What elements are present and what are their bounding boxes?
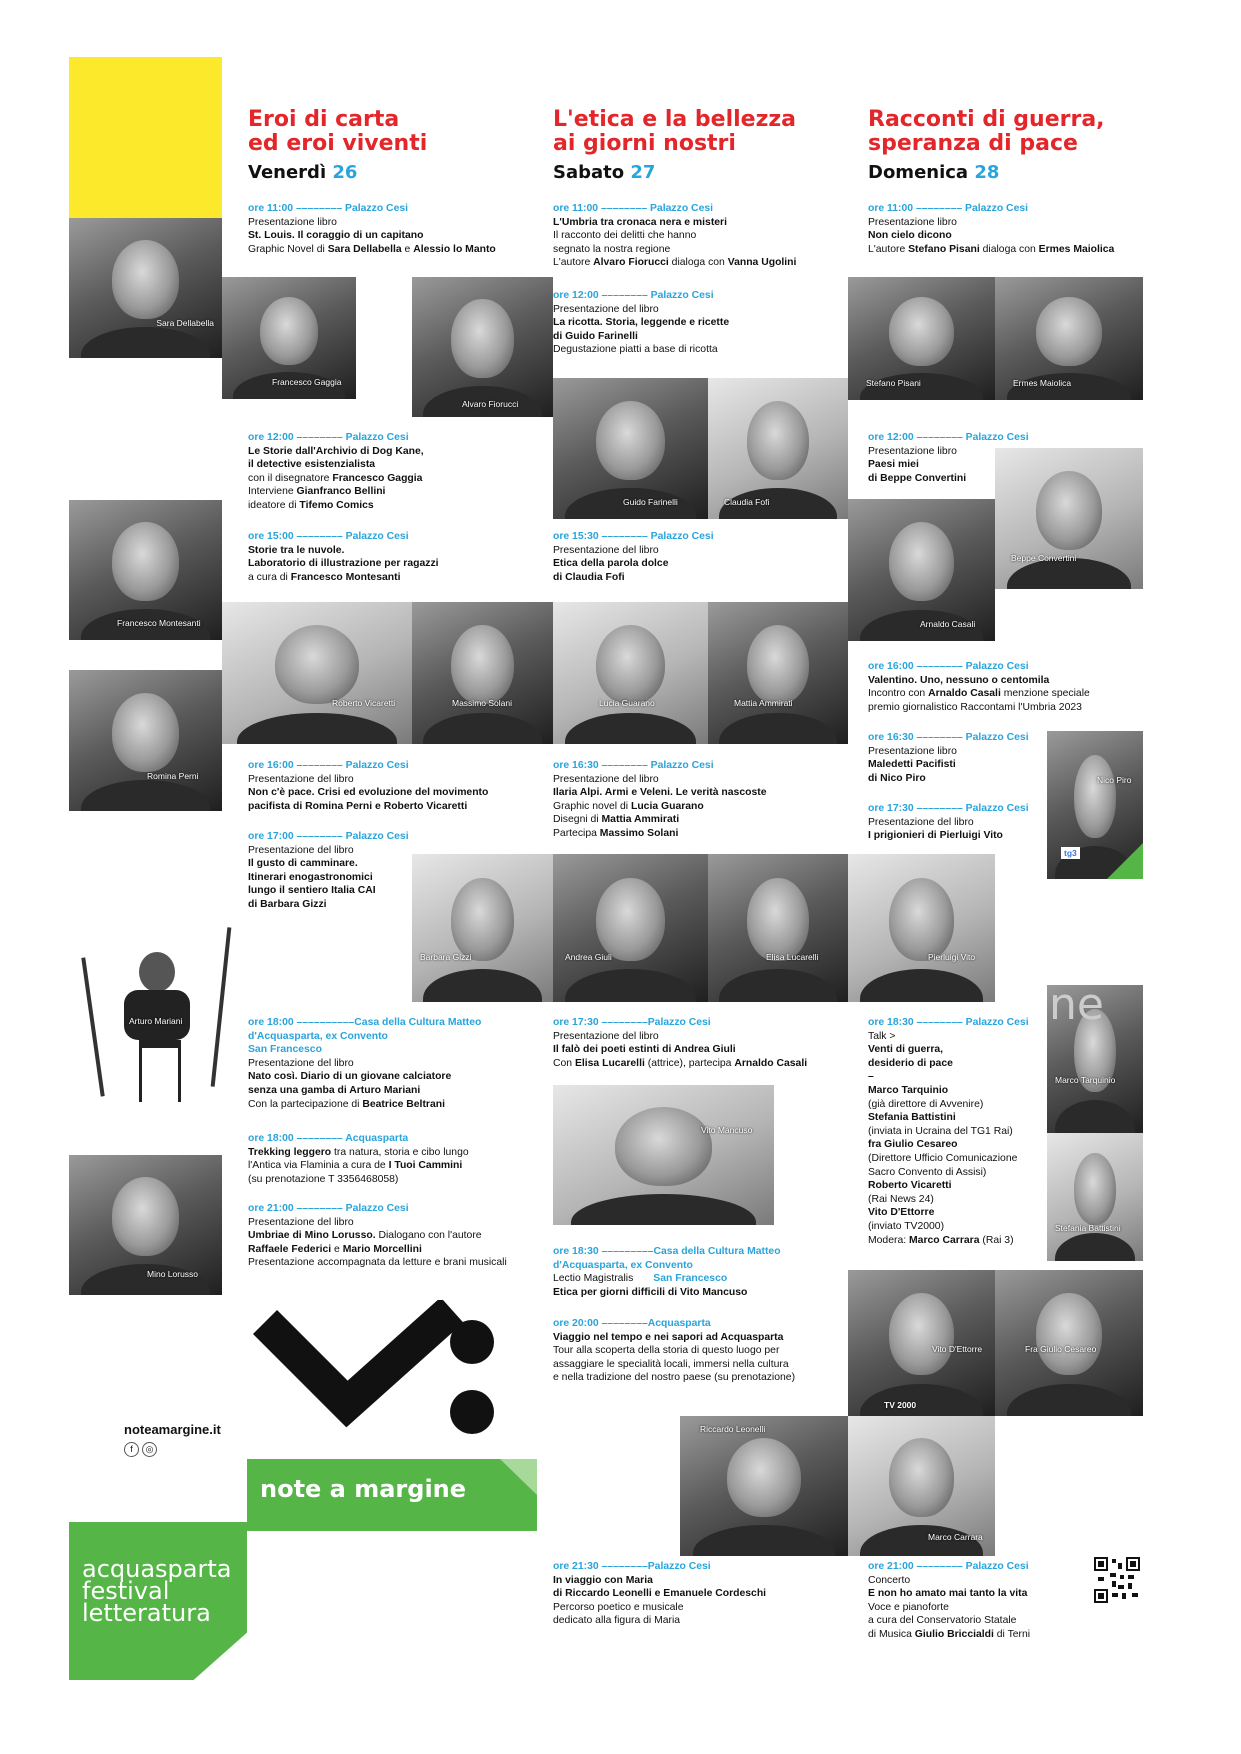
day-number: 28 xyxy=(974,162,1000,183)
speaker-role: (inviata in Ucraina del TG1 Rai) xyxy=(868,1125,1013,1137)
speaker-role: (Rai News 24) xyxy=(868,1193,934,1205)
photo-vito-mancuso: Vito Mancuso xyxy=(553,1085,774,1225)
speaker-name: Stefania Battistini xyxy=(868,1112,956,1124)
event-sun-1830-talk xyxy=(868,1016,1029,1247)
photo-vito-dettorre: Vito D'Ettorre TV 2000 xyxy=(848,1270,995,1416)
event-fri-1500 xyxy=(248,530,439,584)
event-sun-2100 xyxy=(868,1560,1030,1642)
event-title: Il gusto di camminare. xyxy=(248,858,358,870)
event-title: Non cielo dicono xyxy=(868,230,952,242)
event-sun-1100 xyxy=(868,202,1114,256)
event-title: Laboratorio di illustrazione per ragazzi xyxy=(248,558,439,570)
festival-name xyxy=(82,1555,232,1627)
photo-stefania-battistini: Stefania Battistini xyxy=(1047,1133,1143,1261)
event-fri-1700 xyxy=(248,830,409,912)
event-line: Presentazione libro xyxy=(868,216,957,228)
festival-name-line: acquasparta xyxy=(82,1555,232,1583)
event-title: di Claudia Fofi xyxy=(553,571,625,583)
event-line: con il disegnatore Francesco Gaggia xyxy=(248,472,423,484)
event-fri-1100 xyxy=(248,202,496,256)
event-line: Interviene Gianfranco Bellini xyxy=(248,486,386,498)
event-fri-1600 xyxy=(248,759,488,813)
event-time: ore 11:00 –––––––– Palazzo Cesi xyxy=(248,203,409,214)
event-line: Partecipa Massimo Solani xyxy=(553,827,679,839)
social-icons xyxy=(124,1442,157,1457)
photo-mino-lorusso: Mino Lorusso xyxy=(69,1155,222,1295)
speaker-name: Roberto Vicaretti xyxy=(868,1180,952,1192)
event-line: Presentazione libro xyxy=(868,745,957,757)
photo-stefano-pisani: Stefano Pisani xyxy=(848,277,995,400)
speaker-role: (Direttore Ufficio Comunicazione xyxy=(868,1152,1018,1164)
event-line: Presentazione del libro xyxy=(248,1057,354,1069)
speaker-role: (già direttore di Avvenire) xyxy=(868,1098,984,1110)
brand-name: note a margine xyxy=(260,1475,467,1503)
event-line: Presentazione del libro xyxy=(248,844,354,856)
festival-name-line: festival xyxy=(82,1577,170,1605)
event-line: l'Antica via Flaminia a cura de I Tuoi Cammini xyxy=(248,1160,463,1172)
event-line: a cura di Francesco Montesanti xyxy=(248,571,401,583)
photo-arturo-mariani: Arturo Mariani xyxy=(69,922,239,1102)
event-title: St. Louis. Il coraggio di un capitano xyxy=(248,230,424,242)
event-line: ideatore di Tifemo Comics xyxy=(248,499,374,511)
day-number: 26 xyxy=(332,162,358,183)
column-day xyxy=(868,162,1105,183)
event-sat-1630 xyxy=(553,759,766,841)
event-title: pacifista di Romina Perni e Roberto Vicaretti xyxy=(248,800,468,812)
photo-beppe-convertini: Beppe Convertini xyxy=(995,448,1143,589)
photo-pierluigi-vito: Pierluigi Vito xyxy=(848,854,995,1002)
speaker-name: fra Giulio Cesareo xyxy=(868,1139,958,1151)
event-fri-2100 xyxy=(248,1202,507,1270)
event-time: ore 15:00 –––––––– Palazzo Cesi xyxy=(248,531,409,542)
event-line: Trekking leggero tra natura, storia e cibo lungo xyxy=(248,1146,469,1158)
event-time: ore 16:30 –––––––– Palazzo Cesi xyxy=(553,760,714,771)
event-line: Concerto xyxy=(868,1574,911,1586)
yellow-block xyxy=(69,57,222,218)
event-line: Lectio Magistralis San Francesco xyxy=(553,1273,728,1285)
event-sat-1200 xyxy=(553,289,729,357)
event-time: ore 18:30 –––––––––Casa della Cultura Matteo d'Acquasparta, ex Convento xyxy=(553,1246,781,1271)
event-line: Incontro con Arnaldo Casali menzione speciale xyxy=(868,688,1090,700)
speaker-role: Sacro Convento di Assisi) xyxy=(868,1166,987,1178)
facebook-icon[interactable]: f xyxy=(124,1442,139,1457)
photo-arnaldo-casali: Arnaldo Casali xyxy=(848,499,995,641)
photo-ermes-maiolica: Ermes Maiolica xyxy=(995,277,1143,400)
event-line: Talk > xyxy=(868,1030,896,1042)
event-line: Tour alla scoperta della storia di questo luogo per xyxy=(553,1345,780,1357)
tg3-logo: tg3 xyxy=(1061,847,1080,859)
column-title: Eroi di carta ed eroi viventi xyxy=(248,107,428,156)
event-sat-2000 xyxy=(553,1317,795,1385)
event-line: L'autore Alvaro Fiorucci dialoga con Vanna Ugolini xyxy=(553,257,797,269)
event-title: Viaggio nel tempo e nei sapori ad Acquasparta xyxy=(553,1331,784,1343)
event-line: Voce e pianoforte xyxy=(868,1601,949,1613)
photo-alvaro-fiorucci: Alvaro Fiorucci xyxy=(412,277,553,417)
event-line: a cura del Conservatorio Statale xyxy=(868,1615,1017,1627)
event-title: Il falò dei poeti estinti di Andrea Giuli xyxy=(553,1044,736,1056)
column-header-friday xyxy=(248,108,427,183)
green-corner xyxy=(1107,843,1143,879)
event-sat-1530 xyxy=(553,530,714,584)
green-corner-fold xyxy=(500,1459,537,1495)
festival-name-line: letteratura xyxy=(82,1599,211,1627)
event-line: Graphic Novel di Sara Dellabella e Alessio lo Manto xyxy=(248,243,496,255)
event-title: di Guido Farinelli xyxy=(553,330,638,342)
event-time: ore 21:00 –––––––– Palazzo Cesi xyxy=(248,1203,409,1214)
photo-francesco-gaggia: Francesco Gaggia xyxy=(222,277,356,399)
event-sat-1830 xyxy=(553,1245,781,1299)
event-title: Etica della parola dolce xyxy=(553,558,669,570)
event-line: Degustazione piatti a base di ricotta xyxy=(553,344,718,356)
website-link[interactable]: noteamargine.it xyxy=(124,1422,221,1437)
column-header-saturday xyxy=(553,108,796,183)
event-title: E non ho amato mai tanto la vita xyxy=(868,1588,1028,1600)
event-title: Venti di guerra, xyxy=(868,1044,944,1056)
day-number: 27 xyxy=(630,162,656,183)
event-time: ore 17:30 ––––––––Palazzo Cesi xyxy=(553,1017,711,1028)
event-title: di Beppe Convertini xyxy=(868,472,967,484)
photo-claudia-fofi: Claudia Fofi xyxy=(708,378,848,519)
event-time: ore 18:00 ––––––––––Casa della Cultura Matteo d'Acquasparta, ex Convento San Francesco xyxy=(248,1017,482,1056)
event-time: ore 12:00 –––––––– Palazzo Cesi xyxy=(248,432,409,443)
event-line: Disegni di Mattia Ammirati xyxy=(553,814,680,826)
instagram-icon[interactable]: ◎ xyxy=(142,1442,157,1457)
event-line: segnato la nostra regione xyxy=(553,243,671,255)
event-title: Itinerari enogastronomici xyxy=(248,871,373,883)
moderator-line: Modera: Marco Carrara (Rai 3) xyxy=(868,1234,1014,1246)
event-line: Presentazione del libro xyxy=(248,1216,354,1228)
event-line: Presentazione del libro xyxy=(248,773,354,785)
event-title: Paesi miei xyxy=(868,459,919,471)
event-time: ore 12:00 –––––––– Palazzo Cesi xyxy=(553,290,714,301)
photo-romina-perni: Romina Perni xyxy=(69,670,222,811)
event-line: premio giornalistico Raccontami l'Umbria 2023 xyxy=(868,701,1082,713)
event-line: L'autore Stefano Pisani dialoga con Ermes Maiolica xyxy=(868,243,1115,255)
event-line: Raffaele Federici e Mario Morcellini xyxy=(248,1243,422,1255)
event-line: Presentazione del libro xyxy=(868,816,974,828)
event-time: ore 21:00 –––––––– Palazzo Cesi xyxy=(868,1561,1029,1572)
photo-marco-carrara: Marco Carrara xyxy=(848,1416,995,1556)
event-line: Presentazione libro xyxy=(248,216,337,228)
event-time: ore 11:00 –––––––– Palazzo Cesi xyxy=(553,203,714,214)
tv2000-logo: TV 2000 xyxy=(884,1400,917,1410)
photo-giulio-cesareo: Fra Giulio Cesareo xyxy=(995,1270,1143,1416)
qr-code-icon[interactable] xyxy=(1094,1557,1140,1603)
photo-nico-piro: Nico Piro tg3 xyxy=(1047,731,1143,879)
day-label: Sabato xyxy=(553,162,625,183)
event-title: Maledetti Pacifisti xyxy=(868,759,956,771)
event-time: ore 16:00 –––––––– Palazzo Cesi xyxy=(868,661,1029,672)
column-header-sunday xyxy=(868,108,1105,183)
event-title: Nato così. Diario di un giovane calciatore xyxy=(248,1071,452,1083)
photo-riccardo-leonelli: Riccardo Leonelli xyxy=(680,1416,848,1556)
column-day xyxy=(248,162,427,183)
event-line: Il racconto dei delitti che hanno xyxy=(553,230,697,242)
event-line: Percorso poetico e musicale xyxy=(553,1601,684,1613)
photo-lucia-guarano: Lucia Guarano xyxy=(553,602,708,744)
event-line: Umbriae di Mino Lorusso. Dialogano con l'autore xyxy=(248,1230,482,1242)
photo-andrea-giuli: Andrea Giuli xyxy=(553,854,708,1002)
column-day xyxy=(553,162,796,183)
event-line: Graphic novel di Lucia Guarano xyxy=(553,800,704,812)
event-time: ore 18:00 –––––––– Acquasparta xyxy=(248,1133,409,1144)
event-line: dedicato alla figura di Maria xyxy=(553,1615,681,1627)
column-title: L'etica e la bellezza ai giorni nostri xyxy=(553,107,797,156)
event-time: ore 17:30 –––––––– Palazzo Cesi xyxy=(868,803,1029,814)
event-title: Ilaria Alpi. Armi e Veleni. Le verità nascoste xyxy=(553,787,767,799)
event-fri-1800-acquasparta xyxy=(248,1132,469,1186)
event-line: Con la partecipazione di Beatrice Beltrani xyxy=(248,1098,445,1110)
event-time: ore 17:00 –––––––– Palazzo Cesi xyxy=(248,831,409,842)
speaker-name: Marco Tarquinio xyxy=(868,1084,949,1096)
event-title: L'Umbria tra cronaca nera e misteri xyxy=(553,216,727,228)
event-fri-1800-casa xyxy=(248,1016,481,1111)
event-line: Presentazione del libro xyxy=(553,773,659,785)
event-title: di Barbara Gizzi xyxy=(248,898,327,910)
event-title: senza una gamba di Arturo Mariani xyxy=(248,1084,421,1096)
ne-logo-fragment: ne xyxy=(1049,985,1104,1025)
event-title: desiderio di pace xyxy=(868,1057,953,1069)
event-sat-2130 xyxy=(553,1560,766,1628)
speaker-name: Vito D'Ettorre xyxy=(868,1207,935,1219)
event-sun-1730 xyxy=(868,802,1029,843)
photo-marco-tarquinio: Marco Tarquinio xyxy=(1047,985,1143,1133)
event-time: ore 11:00 –––––––– Palazzo Cesi xyxy=(868,203,1029,214)
day-label: Domenica xyxy=(868,162,969,183)
photo-elisa-lucarelli: Elisa Lucarelli xyxy=(708,854,848,1002)
day-label: Venerdì xyxy=(248,162,327,183)
event-line: Presentazione del libro xyxy=(553,303,659,315)
event-title: Non c'è pace. Crisi ed evoluzione del movimento xyxy=(248,787,489,799)
event-title: Storie tra le nuvole. xyxy=(248,544,345,556)
event-sun-1200 xyxy=(868,431,1029,485)
event-title: Le Storie dall'Archivio di Dog Kane, xyxy=(248,445,424,457)
event-line: Presentazione del libro xyxy=(553,1030,659,1042)
photo-roberto-vicaretti: Roberto Vicaretti xyxy=(222,602,412,744)
event-title: Valentino. Uno, nessuno o centomila xyxy=(868,674,1050,686)
speaker-role: (inviato TV2000) xyxy=(868,1220,945,1232)
event-time: ore 18:30 –––––––– Palazzo Cesi xyxy=(868,1017,1029,1028)
event-time: ore 20:00 ––––––––Acquasparta xyxy=(553,1318,711,1329)
event-line: assaggiare le specialità locali, immersi nella cultura xyxy=(553,1358,789,1370)
photo-sara-dellabella: Sara Dellabella xyxy=(69,218,222,358)
event-line: Presentazione accompagnata da letture e brani musicali xyxy=(248,1257,507,1269)
event-line: Presentazione libro xyxy=(868,445,957,457)
event-line: – xyxy=(868,1071,874,1083)
event-sun-1630 xyxy=(868,731,1029,785)
photo-guido-farinelli: Guido Farinelli xyxy=(553,378,708,519)
event-title: Etica per giorni difficili di Vito Mancuso xyxy=(553,1286,748,1298)
event-sun-1600 xyxy=(868,660,1090,714)
column-title: Racconti di guerra, speranza di pace xyxy=(868,107,1105,156)
note-a-margine-logo-mark xyxy=(247,1300,507,1450)
event-time: ore 16:00 –––––––– Palazzo Cesi xyxy=(248,760,409,771)
event-time: ore 16:30 –––––––– Palazzo Cesi xyxy=(868,732,1029,743)
event-title: il detective esistenzialista xyxy=(248,459,376,471)
event-sat-1730 xyxy=(553,1016,807,1070)
photo-mattia-ammirati: Mattia Ammirati xyxy=(708,602,848,744)
photo-barbara-gizzi: Barbara Gizzi xyxy=(412,854,553,1002)
event-time: ore 12:00 –––––––– Palazzo Cesi xyxy=(868,432,1029,443)
event-title: La ricotta. Storia, leggende e ricette xyxy=(553,317,730,329)
event-time: ore 21:30 ––––––––Palazzo Cesi xyxy=(553,1561,711,1572)
event-line: Con Elisa Lucarelli (attrice), partecipa Arnaldo Casali xyxy=(553,1057,808,1069)
photo-massimo-solani: Massimo Solani xyxy=(412,602,553,744)
event-time: ore 15:30 –––––––– Palazzo Cesi xyxy=(553,531,714,542)
event-sat-1100 xyxy=(553,202,796,270)
event-title: di Nico Piro xyxy=(868,772,926,784)
event-title: I prigionieri di Pierluigi Vito xyxy=(868,830,1003,842)
event-line: (su prenotazione T 3356468058) xyxy=(248,1173,399,1185)
event-title: In viaggio con Maria xyxy=(553,1574,653,1586)
event-title: di Riccardo Leonelli e Emanuele Cordeschi xyxy=(553,1588,767,1600)
event-fri-1200 xyxy=(248,431,424,513)
event-line: e nella tradizione del nostro paese (su prenotazione) xyxy=(553,1372,796,1384)
event-line: Presentazione del libro xyxy=(553,544,659,556)
photo-francesco-montesanti: Francesco Montesanti xyxy=(69,500,222,640)
event-title: lungo il sentiero Italia CAI xyxy=(248,885,376,897)
event-line: di Musica Giulio Briccialdi di Terni xyxy=(868,1628,1031,1640)
